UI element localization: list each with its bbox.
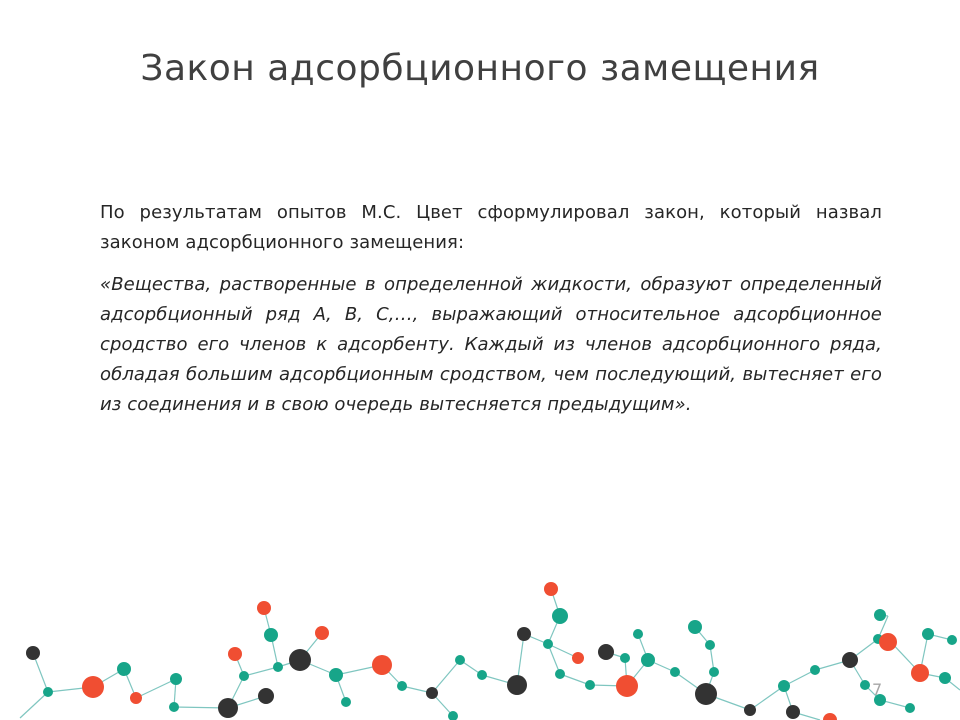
law-quote: «Вещества, растворенные в определенной жидкости, образуют определенный адсорбционный ряд А, В, С,…, выражающий относительное адсорбционное сродство его членов к адсорбенту. Каждый из членов адсорбционного ряда, обладая большим адсорбционным сродством, чем последующий, вытесняет его из соединения и в свою очередь вытесняется предыдущим». [100,274,882,415]
intro-paragraph: По результатам опытов М.С. Цвет сформулировал закон, который назвал законом адсорбционного замещения: [100,202,882,253]
slide-body [100,198,882,420]
molecule-atoms [26,582,957,720]
molecule-bonds [20,589,960,720]
slide-title: Закон адсорбционного замещения [140,48,820,89]
page-number: 7 [872,680,883,699]
molecule-network-decoration [0,560,960,720]
